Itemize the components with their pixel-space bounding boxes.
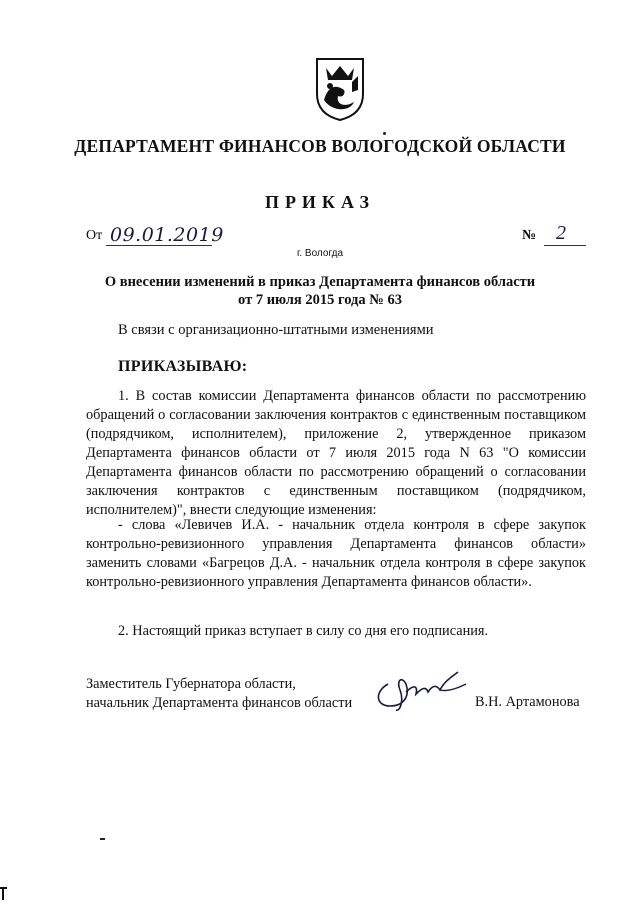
coat-of-arms-icon <box>314 56 366 122</box>
stray-dash <box>100 838 105 840</box>
handwritten-signature-icon <box>370 662 470 714</box>
date-prefix: От <box>86 228 103 243</box>
subject-line-2: от 7 июля 2015 года № 63 <box>238 292 402 308</box>
organization-title: ДЕПАРТАМЕНТ ФИНАНСОВ ВОЛОГОДСКОЙ ОБЛАСТИ <box>74 136 566 156</box>
subject-line-1: О внесении изменений в приказ Департамента финансов области <box>104 274 536 290</box>
date-handwritten: 09.01.2019 <box>110 224 224 246</box>
order-subject <box>90 273 550 309</box>
position-line-2: начальник Департамента финансов области <box>86 695 353 711</box>
reason-text: В связи с организационно-штатными изменениями <box>118 322 434 338</box>
number-prefix: № <box>522 228 537 243</box>
paragraph-2: - слова «Левичев И.А. - начальник отдела контроля в сфере закупок контрольно-ревизионного управления Департамента финансов области» заменить словами «Багрецов Д.А. - начальник отдела контроля в сфере закупок контрольно-ревизионного управления Департамента финансов области». <box>86 517 586 590</box>
edge-mark <box>0 886 8 900</box>
number-underline <box>544 245 586 246</box>
number-handwritten: 2 <box>556 222 566 244</box>
stray-mark <box>383 132 386 135</box>
decree-heading: ПРИКАЗЫВАЮ: <box>118 358 248 375</box>
position-line-1: Заместитель Губернатора области, <box>86 676 296 692</box>
paragraph-3: 2. Настоящий приказ вступает в силу со дня его подписания. <box>118 623 489 639</box>
signatory-name: В.Н. Артамонова <box>475 694 580 710</box>
paragraph-1: 1. В состав комиссии Департамента финансов области по рассмотрению обращений о согласовании заключения контрактов с единственным поставщиком (подрядчиком, исполнителем), приложение 2, утвержденное приказом Департамента финансов области от 7 июля 2015 года N 63 "О комиссии Департамента финансов области по рассмотрению обращений о согласовании заключения контрактов с единственным поставщиком (подрядчиком, исполнителем)", внести следующие изменения: <box>86 388 586 518</box>
city-label: г. Вологда <box>296 248 344 259</box>
signatory-position <box>86 675 352 713</box>
document-type-title: ПРИКАЗ <box>264 192 376 212</box>
